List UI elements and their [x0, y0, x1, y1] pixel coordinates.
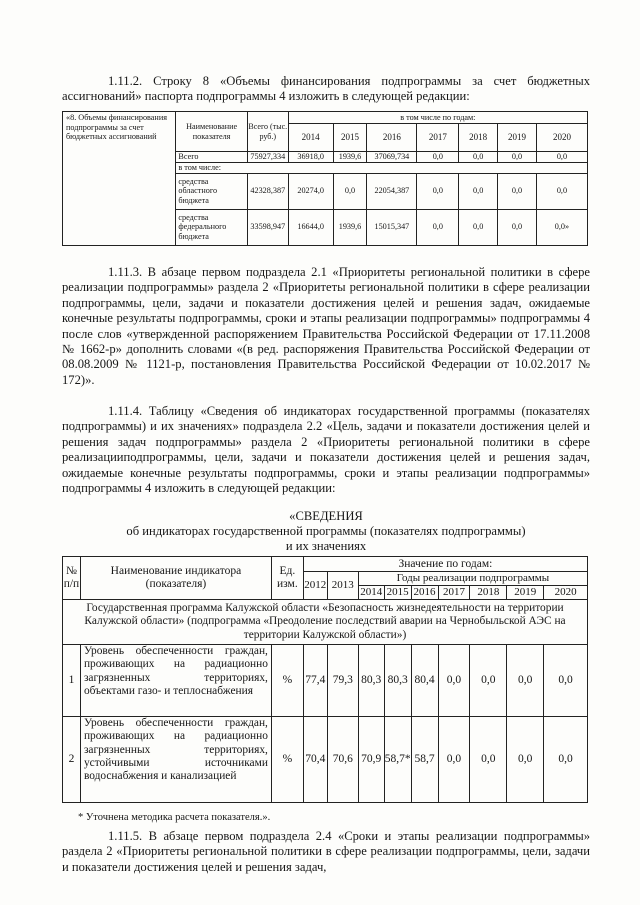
table-cell: 37069,734 [367, 152, 417, 163]
table-cell: 0,0 [470, 645, 507, 717]
table-cell: 0,0 [507, 645, 544, 717]
table-cell: 0,0» [536, 209, 587, 245]
table-cell: 20274,0 [288, 173, 333, 209]
year-2016: 2016 [367, 124, 417, 152]
year-2018: 2018 [459, 124, 498, 152]
row-regional-sum: 42328,387 [247, 173, 288, 209]
indicators-title: «СВЕДЕНИЯ [289, 509, 363, 523]
year-2015: 2015 [333, 124, 367, 152]
year-2018: 2018 [470, 586, 507, 600]
paragraph-1-11-4: 1.11.4. Таблицу «Сведения об индикаторах государственной программы (показателях подпрограммы) и их значениях» подраздела 2.2 «Цель, задачи и показатели достижения целей и решения задач подпрограммы» раздела 2 «Приоритеты региональной политики в сфере реализацииподпрограммы, цели, задачи и показатели достижения целей и решения задач, ожидаемые конечные результаты подпрограммы, сроки и этапы реализации подпрограммы» подпрограммы 4 изложить в следующей редакции: [62, 404, 590, 496]
year-2020: 2020 [536, 124, 587, 152]
table-cell: 0,0 [417, 173, 459, 209]
table-cell: 80,3 [358, 645, 384, 717]
table-cell: 70,6 [327, 717, 358, 803]
table-cell: 77,4 [303, 645, 327, 717]
table-cell: 0,0 [417, 152, 459, 163]
row-federal-label: средства федерального бюджета [176, 209, 247, 245]
row-num: 2 [63, 717, 81, 803]
table-cell: 0,0 [333, 173, 367, 209]
col-years-header: в том числе по годам: [288, 112, 587, 124]
row-regional-label: средства областного бюджета [176, 173, 247, 209]
col-indicator-name: Наименование показателя [176, 112, 247, 152]
table-cell: 0,0 [438, 717, 470, 803]
table-cell: 70,4 [303, 717, 327, 803]
year-2016: 2016 [411, 586, 438, 600]
financing-table [62, 111, 588, 246]
year-2019: 2019 [498, 124, 537, 152]
table-cell: 58,7 [411, 717, 438, 803]
year-2013: 2013 [327, 572, 358, 600]
table-cell: 22054,387 [367, 173, 417, 209]
row-total-sum: 75927,334 [247, 152, 288, 163]
row-including-label: в том числе: [176, 163, 588, 174]
col-indicator-name: Наименование индикатора (показателя) [80, 557, 271, 600]
table-cell: 0,0 [459, 173, 498, 209]
indicator-unit: % [271, 717, 303, 803]
table-cell: 58,7* [384, 717, 411, 803]
indicator-name: Уровень обеспеченности граждан, проживающих на радиационно загрязненных территориях, объектами газо- и теплоснабжения [80, 645, 271, 717]
indicator-name: Уровень обеспеченности граждан, проживающих на радиационно загрязненных территориях, устойчивыми источниками водоснабжения и канализацией [80, 717, 271, 803]
table-cell: 80,4 [411, 645, 438, 717]
table-cell: 16644,0 [288, 209, 333, 245]
financing-row-label: «8. Объемы финансирования подпрограммы за счет бюджетных ассигнований [63, 112, 176, 246]
table-cell: 0,0 [498, 209, 537, 245]
program-row: Государственная программа Калужской области «Безопасность жизнедеятельности на территории Калужской области» (подпрограмма «Преодоление последствий аварии на Чернобыльской АЭС на территории Калужской области») [63, 600, 588, 645]
footnote: * Уточнена методика расчета показателя.». [78, 812, 271, 823]
table-cell: 70,9 [358, 717, 384, 803]
row-num: 1 [63, 645, 81, 717]
col-num: № п/п [63, 557, 81, 600]
year-2014: 2014 [360, 586, 383, 598]
indicators-subtitle-2: и их значениях [285, 539, 367, 553]
table-cell: 0,0 [536, 152, 587, 163]
year-2015: 2015 [384, 586, 411, 600]
table-cell: 36918,0 [288, 152, 333, 163]
year-2012: 2012 [303, 572, 327, 600]
col-total: Всего (тыс. руб.) [247, 112, 288, 152]
paragraph-1-11-2: 1.11.2. Строку 8 «Объемы финансирования подпрограммы за счет бюджетных ассигнований» паспорта подпрограммы 4 изложить в следующей редакции: [62, 74, 590, 104]
table-cell: 80,3 [384, 645, 411, 717]
indicators-subtitle: об индикаторах государственной программы (показателях подпрограммы) [126, 524, 526, 538]
year-2020: 2020 [544, 586, 588, 600]
table-cell: 0,0 [536, 173, 587, 209]
row-total-label: Всего [176, 152, 247, 163]
col-impl-header: Годы реализации подпрограммы [358, 572, 587, 586]
table-cell: 15015,347 [367, 209, 417, 245]
table-cell: 1939,6 [333, 209, 367, 245]
table-cell: 0,0 [417, 209, 459, 245]
table-cell: 0,0 [544, 717, 588, 803]
table-cell: 0,0 [438, 645, 470, 717]
year-2014: 2014 [288, 124, 333, 152]
table-cell: 0,0 [470, 717, 507, 803]
table-cell: 0,0 [544, 645, 588, 717]
paragraph-1-11-5: 1.11.5. В абзаце первом подраздела 2.4 «Сроки и этапы реализации подпрограммы» раздела 2 «Приоритеты региональной политики в сфере реализации подпрограммы, цели, задачи и показатели достижения целей и решения задач, [62, 829, 590, 874]
table-cell: 0,0 [507, 717, 544, 803]
year-2019: 2019 [507, 586, 544, 600]
year-2017: 2017 [438, 586, 470, 600]
col-values-header: Значение по годам: [303, 557, 587, 572]
indicator-unit: % [271, 645, 303, 717]
col-unit: Ед. изм. [271, 557, 303, 600]
table-cell: 1939,6 [333, 152, 367, 163]
table-cell: 79,3 [327, 645, 358, 717]
year-2017: 2017 [417, 124, 459, 152]
table-cell: 0,0 [459, 152, 498, 163]
table-cell: 0,0 [498, 152, 537, 163]
row-federal-sum: 33598,947 [247, 209, 288, 245]
table-cell: 0,0 [459, 209, 498, 245]
table-cell: 0,0 [498, 173, 537, 209]
paragraph-1-11-3: 1.11.3. В абзаце первом подраздела 2.1 «Приоритеты региональной политики в сфере реализации подпрограммы» раздела 2 «Приоритеты региональной политики в сфере реализации подпрограммы, цели, задачи и показатели достижения целей и решения задач, ожидаемые конечные результаты подпрограммы, сроки и этапы реализации подпрограммы» подпрограммы 4 после слов «утвержденной распоряжением Правительства Российской Федерации от 17.11.2008 № 1662-р» дополнить словами «(в ред. распоряжения Правительства Российской Федерации от 08.08.2009 № 1121-р, постановления Правительства Российской Федерации от 10.02.2017 № 172)». [62, 265, 590, 387]
indicators-table [62, 556, 588, 803]
